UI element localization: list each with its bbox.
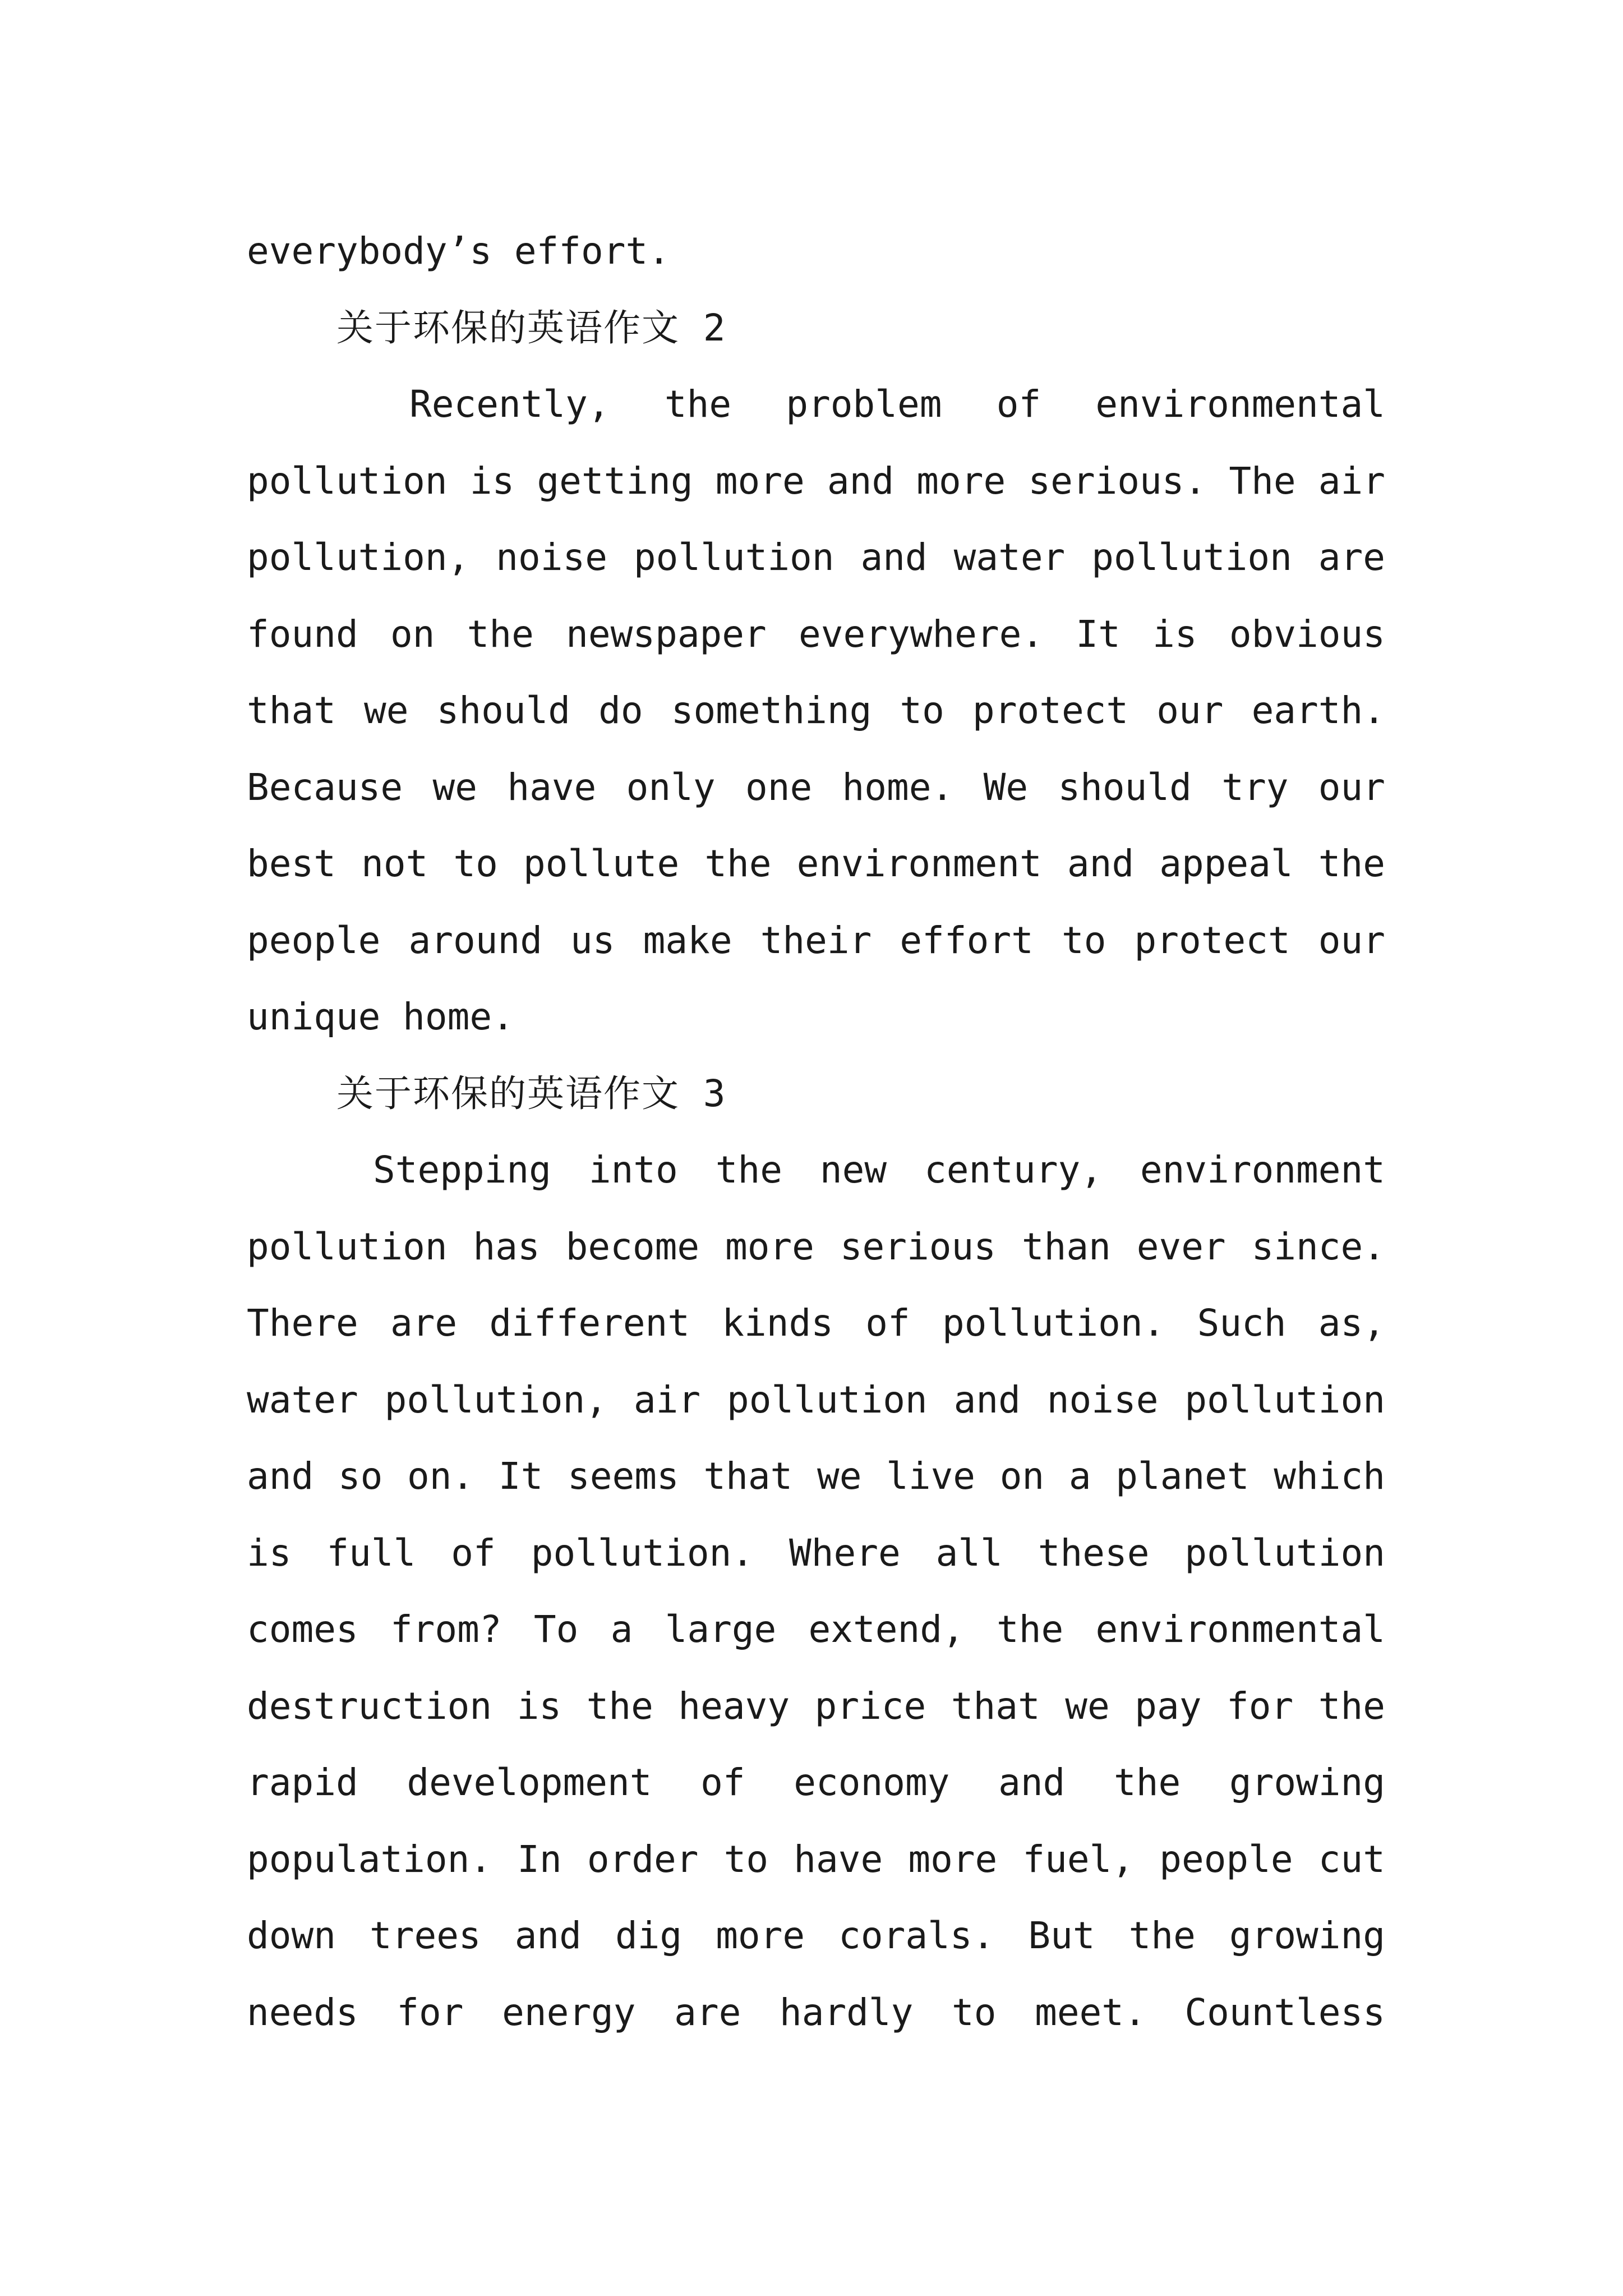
paragraph-line: unique home. (247, 995, 514, 1038)
paragraph-line: pollution is getting more and more serious. The air (247, 459, 1385, 503)
paragraph-line: found on the newspaper everywhere. It is obvious (247, 612, 1385, 656)
paragraph-line: down trees and dig more corals. But the growing (247, 1914, 1385, 1957)
paragraph-line: Because we have only one home. We should try our (247, 765, 1385, 809)
paragraph-line: water pollution, air pollution and noise pollution (247, 1378, 1385, 1421)
paragraph-line: Recently, the problem of environmental (409, 383, 1385, 426)
paragraph-line: people around us make their effort to protect our (247, 918, 1385, 962)
paragraph-line: best not to pollute the environment and appeal the (247, 842, 1385, 885)
paragraph-line: There are different kinds of pollution. Such as, (247, 1301, 1385, 1345)
paragraph-line: population. In order to have more fuel, people cut (247, 1837, 1385, 1881)
paragraph-line: pollution has become more serious than ever since. (247, 1225, 1385, 1268)
paragraph-line: rapid development of economy and the growing (247, 1761, 1385, 1804)
paragraph-line: pollution, noise pollution and water pollution are (247, 536, 1385, 579)
document-body (247, 213, 1385, 2051)
paragraph-line: comes from? To a large extend, the environmental (247, 1608, 1385, 1651)
section-heading: 关于环保的英语作文 2 (336, 306, 727, 349)
paragraph-line: is full of pollution. Where all these pollution (247, 1531, 1385, 1575)
paragraph-line: destruction is the heavy price that we pay for the (247, 1684, 1385, 1728)
paragraph-line: Stepping into the new century, environment (373, 1148, 1385, 1191)
paragraph-line: that we should do something to protect our earth. (247, 689, 1385, 732)
section-heading: 关于环保的英语作文 3 (336, 1071, 727, 1115)
paragraph-line: needs for energy are hardly to meet. Countless (247, 1990, 1385, 2034)
paragraph-line: and so on. It seems that we live on a planet which (247, 1455, 1385, 1498)
paragraph-line: everybody’s effort. (247, 229, 670, 273)
